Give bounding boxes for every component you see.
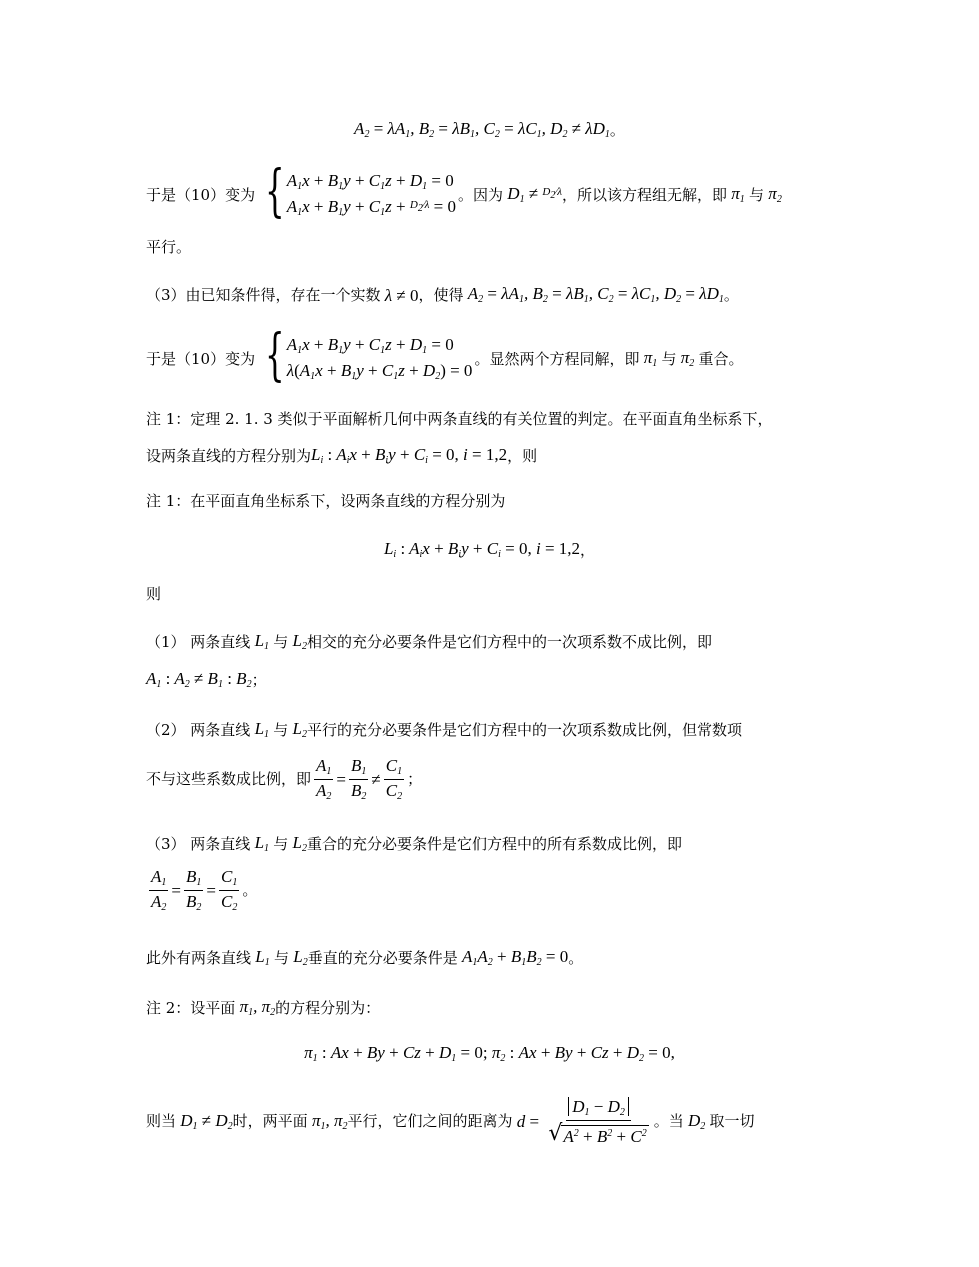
- case2-condition: [146, 757, 422, 802]
- text: ，所以该方程组无解，即: [561, 185, 727, 204]
- text: 与: [273, 632, 289, 651]
- text: 平行。: [146, 238, 192, 256]
- text: 重合。: [698, 349, 744, 368]
- distance-line: [146, 1098, 755, 1145]
- punct: ，: [580, 540, 596, 559]
- plane-equations: [0, 1044, 979, 1064]
- text: 注 2：设平面: [146, 998, 236, 1017]
- text: 注 1：在平面直角坐标系下，设两条直线的方程分别为: [146, 492, 506, 510]
- punct: ；: [251, 670, 267, 689]
- math-D2: $D_2$: [683, 1110, 706, 1132]
- math-pi1: $\pi_1$: [726, 184, 745, 205]
- math-lambda-nonzero: λ ≠ 0: [380, 285, 419, 305]
- note1-paragraph: [146, 412, 773, 427]
- punct: 。: [723, 285, 739, 304]
- text: 于是（10）变为: [146, 349, 256, 368]
- text: （1） 两条直线: [146, 632, 251, 651]
- text: 注 1：定理 2. 1. 3 类似于平面解析几何中两条直线的有关位置的判定。在平面直角坐标系下，: [146, 410, 773, 428]
- text: （3）由已知条件得，存在一个实数: [146, 285, 381, 304]
- system-row-1: $A_1x + B_1y + C_1z + D_1 = 0$: [286, 335, 454, 356]
- system-row-2: $A_1x + B_1y + C_1z$ + $D_2⁄\lambda = 0$: [286, 197, 457, 218]
- centered-line-equation: [0, 540, 979, 560]
- math-d-not-equal: $D_1 \ne D_2$: [176, 1110, 233, 1132]
- math-L1: $L_1$: [250, 719, 270, 740]
- math-line-equation: $L_i$ : $A_ix + B_iy + C_i = 0$, i = 1,2: [311, 445, 508, 466]
- case1-condition: [146, 670, 267, 690]
- math-L1: $L_1$: [250, 833, 270, 854]
- math-plane-equations: $\pi_1$ : $Ax + By + Cz + D_1 = 0$; $\pi_2$ : $Ax + By + Cz + D_2 = 0$,: [304, 1043, 675, 1064]
- math-proportional-coefficients: $A_2 = \lambda A_1$, $B_2 = \lambda B_1$, $C_2 = \lambda C_1$, $D_2 \ne \lambda D_1$: [354, 119, 610, 140]
- math-perp-condition: $A_1A_2 + B_1B_2 = 0$: [457, 947, 569, 968]
- math-L2: $L_2$: [289, 947, 308, 968]
- text: 与: [273, 720, 289, 739]
- text: 平行的充分必要条件是它们方程中的一次项系数成比例，但常数项: [307, 720, 743, 739]
- text: 平行，它们之间的距离为: [347, 1112, 513, 1130]
- text: 重合的充分必要条件是它们方程中的所有系数成比例，即: [307, 834, 683, 853]
- text: 则: [146, 585, 162, 603]
- math-line-equation: $L_i$ : $A_ix + B_iy + C_i = 0$, i = 1,2: [383, 539, 581, 560]
- case3-condition: [146, 868, 257, 913]
- text: （3） 两条直线: [146, 834, 251, 853]
- math-planes: $\pi_1$, $\pi_2$: [235, 997, 276, 1018]
- text: 则当: [146, 1112, 177, 1130]
- text: 设两条直线的方程分别为: [146, 446, 312, 465]
- math-all-proportional: $A_2 = \lambda A_1$, $B_2 = \lambda B_1$, $C_2 = \lambda C_1$, $D_2 = \lambda D_1$: [463, 284, 724, 305]
- text: 此外有两条直线: [146, 948, 252, 967]
- math-pi2: $\pi_2$: [676, 348, 695, 369]
- note2-line: [146, 998, 380, 1018]
- text: 与: [749, 185, 765, 204]
- system-row-1: $A_1x + B_1y + C_1z + D_1 = 0$: [286, 171, 454, 192]
- text: 与: [661, 349, 677, 368]
- equation-line-coefficients: [0, 120, 979, 140]
- text: 不与这些系数成比例，即: [146, 770, 312, 788]
- math-ratio-not-equal: $A_1$ : $A_2 \ne B_1$ : $B_2$: [146, 669, 252, 690]
- system-line-parallel: [146, 159, 782, 224]
- math-L2: $L_2$: [288, 833, 308, 854]
- math-pi1: $\pi_1$: [639, 348, 658, 369]
- text: 与: [273, 948, 289, 967]
- system-line-coincide: [146, 323, 744, 388]
- left-brace-icon: {: [265, 159, 285, 224]
- equation-system: [257, 323, 473, 388]
- text: 相交的充分必要条件是它们方程中的一次项系数不成比例，即: [307, 632, 713, 651]
- punct: ；: [407, 770, 423, 788]
- text: 与: [273, 834, 289, 853]
- math-L1: $L_1$: [251, 947, 270, 968]
- perpendicular-line: [146, 948, 583, 968]
- text: 取一切: [709, 1112, 755, 1130]
- math-L2: $L_2$: [288, 719, 308, 740]
- punct: 。: [568, 948, 584, 967]
- text-then: [146, 587, 161, 602]
- case3-line: [146, 834, 682, 854]
- math-fraction-chain: $\frac{A_1}{A_2}$ = $\frac{B_1}{B_2}$ ≠ $\frac{C_1}{C_2}$: [316, 756, 403, 802]
- math-fraction-chain: $\frac{A_1}{A_2}$ = $\frac{B_1}{B_2}$ = $\frac{C_1}{C_2}$: [151, 867, 238, 913]
- equation-system: [257, 159, 457, 224]
- note1-repeat: [146, 494, 505, 509]
- math-planes: $\pi_1$, $\pi_2$: [307, 1110, 348, 1132]
- punct: 。: [609, 120, 625, 139]
- math-L1: $L_1$: [250, 631, 270, 652]
- text: 。显然两个方程同解，即: [474, 349, 640, 368]
- case1-line: [146, 632, 712, 652]
- note1-line-equation: [146, 446, 537, 466]
- left-brace-icon: {: [265, 323, 285, 388]
- math-inequality: $D_1$ ≠ $D_2⁄\lambda$: [503, 184, 562, 205]
- text: 。因为: [458, 185, 504, 204]
- system-row-2: $\lambda(A_1x + B_1y + C_1z + D_2) = 0$: [286, 361, 473, 382]
- case3-condition-line: [146, 285, 739, 305]
- text: 垂直的充分必要条件是: [307, 948, 458, 967]
- text: 于是（10）变为: [146, 185, 256, 204]
- punct: 。: [242, 881, 258, 899]
- text: 的方程分别为：: [275, 998, 381, 1017]
- math-pi2: $\pi_2$: [764, 184, 782, 205]
- text: ，使得: [418, 285, 464, 304]
- text: ，则: [507, 446, 538, 465]
- text: 。当: [653, 1112, 684, 1130]
- text: （2） 两条直线: [146, 720, 251, 739]
- text-parallel: [146, 240, 191, 255]
- case2-line: [146, 720, 742, 740]
- math-L2: $L_2$: [288, 631, 308, 652]
- text: 时，两平面: [232, 1112, 308, 1130]
- math-distance-formula: d = $D_1 - D_2$ √ $A^2 + B^2 + C^2$: [512, 1097, 647, 1146]
